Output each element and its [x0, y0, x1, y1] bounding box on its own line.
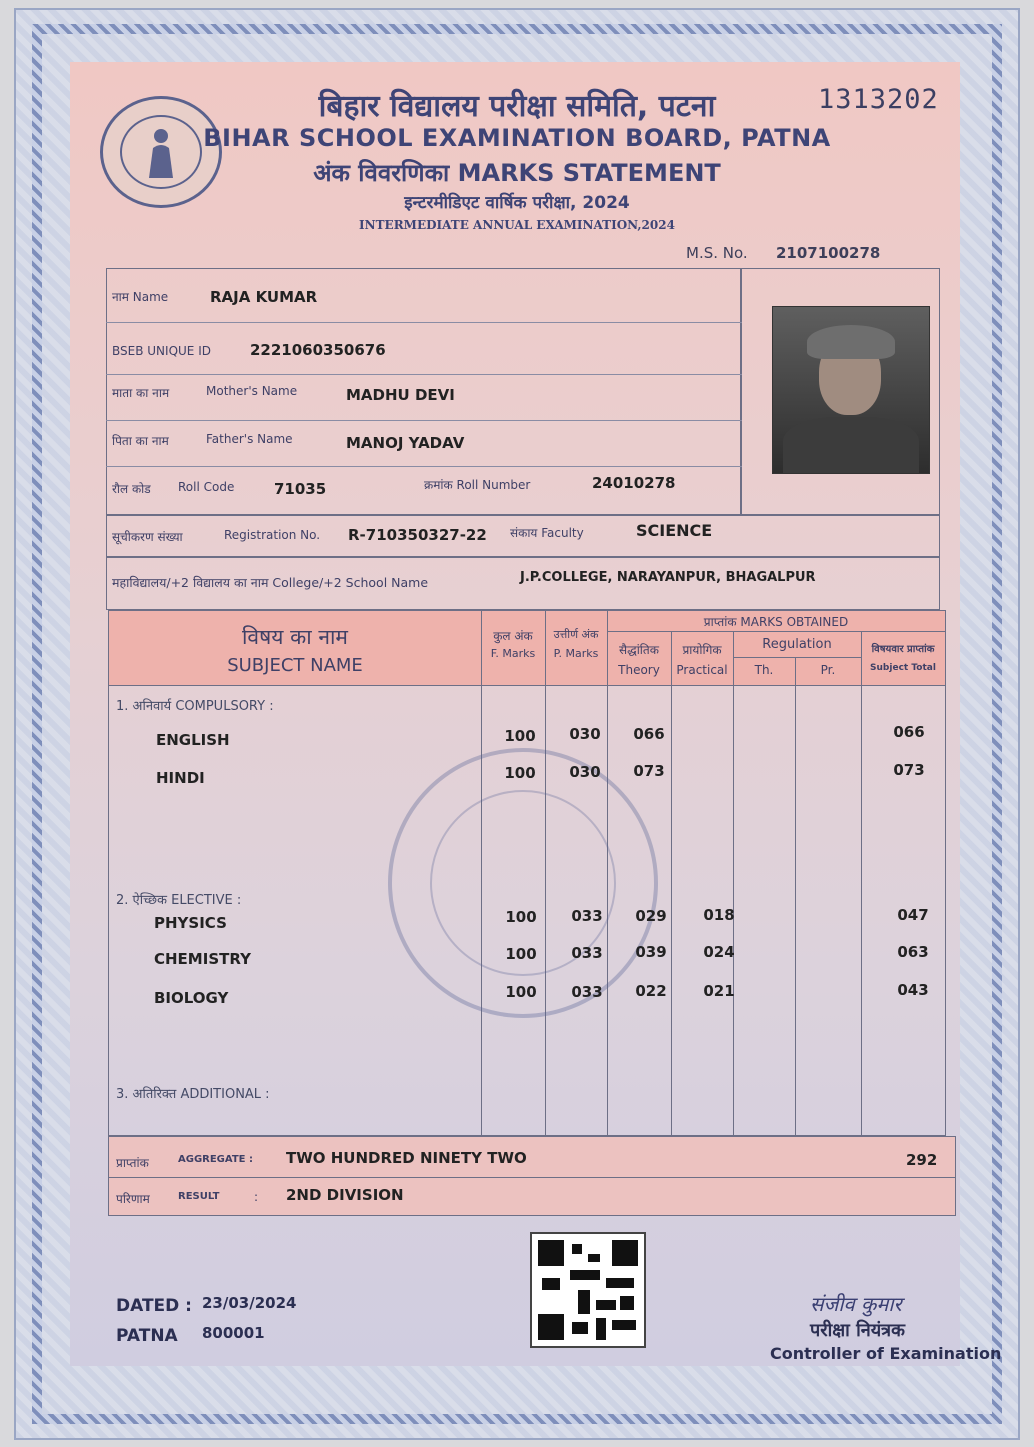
subject-total: 047: [897, 906, 929, 924]
controller-title-hindi: परीक्षा नियंत्रक: [810, 1320, 905, 1341]
subject-total: 066: [893, 723, 925, 741]
student-name: RAJA KUMAR: [210, 288, 318, 306]
subject-header-hindi: विषय का नाम: [241, 625, 348, 649]
roll-code-label: Roll Code: [178, 480, 235, 494]
regulation-theory-header: Th.: [754, 663, 774, 677]
uid-label: BSEB UNIQUE ID: [112, 344, 211, 358]
roll-number-value: 24010278: [592, 474, 676, 492]
col-divider: [671, 631, 672, 1135]
result-value: 2ND DIVISION: [286, 1186, 404, 1204]
controller-signature: संजीव कुमार: [810, 1292, 902, 1316]
full-marks: 100: [505, 983, 537, 1001]
subject-total: 043: [897, 981, 929, 999]
registration-label: Registration No.: [224, 528, 321, 542]
regulation-practical-header: Pr.: [820, 663, 836, 677]
practical-marks: 024: [703, 943, 735, 961]
result-label-hindi: परिणाम: [116, 1192, 150, 1206]
subject-total: 063: [897, 943, 929, 961]
divider: [106, 466, 742, 467]
issue-date: 23/03/2024: [202, 1294, 297, 1312]
ms-number-value: 2107100278: [776, 244, 881, 262]
photo-cap: [807, 325, 895, 359]
full-marks-header: F. Marks: [490, 647, 536, 660]
col-divider: [733, 631, 734, 1135]
ms-number-label: M.S. No.: [686, 244, 748, 262]
pass-marks: 033: [571, 983, 603, 1001]
pass-marks: 033: [571, 944, 603, 962]
full-marks: 100: [504, 764, 536, 782]
subject-name: BIOLOGY: [154, 989, 229, 1007]
subject-name: CHEMISTRY: [154, 950, 251, 968]
full-marks: 100: [505, 945, 537, 963]
divider: [106, 420, 742, 421]
aggregate-words: TWO HUNDRED NINETY TWO: [286, 1149, 527, 1167]
marks-obtained-header: प्राप्तांक MARKS OBTAINED: [703, 615, 849, 629]
theory-marks: 029: [635, 907, 667, 925]
pass-marks-header: P. Marks: [553, 647, 599, 660]
practical-marks: 018: [703, 906, 735, 924]
regulation-divider: [733, 657, 861, 658]
college-label: महाविद्यालय/+2 विद्यालय का नाम College/+2 School Name: [112, 575, 429, 590]
full-marks: 100: [505, 908, 537, 926]
pass-marks: 030: [569, 763, 601, 781]
full-marks: 100: [504, 727, 536, 745]
exam-title-hindi: इन्टरमीडिएट वार्षिक परीक्षा, 2024: [404, 193, 630, 213]
mother-label: Mother's Name: [206, 384, 298, 398]
name-label: नाम Name: [112, 290, 169, 304]
section-additional: 3. अतिरिक्त ADDITIONAL :: [116, 1087, 270, 1102]
col-divider: [795, 657, 796, 1135]
header-divider: [109, 685, 945, 686]
theory-header-hindi: सैद्धांतिक: [619, 643, 659, 657]
practical-header: Practical: [676, 663, 728, 677]
mother-name: MADHU DEVI: [346, 386, 455, 404]
faculty-label: संकाय Faculty: [510, 526, 584, 540]
roll-number-label: क्रमांक Roll Number: [424, 478, 531, 492]
regulation-header: Regulation: [762, 637, 832, 652]
divider: [106, 374, 742, 375]
theory-header: Theory: [618, 663, 660, 677]
aggregate-value: 292: [906, 1151, 938, 1169]
col-divider: [861, 631, 862, 1135]
student-photo: [772, 306, 930, 474]
exam-title-english: INTERMEDIATE ANNUAL EXAMINATION,2024: [359, 218, 675, 232]
uid-value: 2221060350676: [250, 341, 386, 359]
practical-header-hindi: प्रायोगिक: [682, 643, 722, 657]
subject-total-header: Subject Total: [870, 663, 936, 673]
roll-code-label-hindi: रौल कोड: [112, 482, 151, 496]
pin-code: 800001: [202, 1324, 265, 1342]
roll-code-value: 71035: [274, 480, 327, 498]
section-compulsory: 1. अनिवार्य COMPULSORY :: [116, 699, 274, 714]
board-title-english: BIHAR SCHOOL EXAMINATION BOARD, PATNA: [203, 124, 831, 152]
subject-name: PHYSICS: [154, 914, 227, 932]
aggregate-result-box: [108, 1136, 956, 1216]
subject-header-english: SUBJECT NAME: [227, 655, 363, 676]
father-label: Father's Name: [206, 432, 293, 446]
result-label: RESULT: [178, 1191, 220, 1202]
qr-code-icon: [530, 1232, 646, 1348]
section-elective: 2. ऐच्छिक ELECTIVE :: [116, 893, 242, 908]
subject-total-header-hindi: विषयवार प्राप्तांक: [871, 644, 935, 655]
photo-body: [783, 417, 919, 474]
board-title-hindi: बिहार विद्यालय परीक्षा समिति, पटना: [318, 89, 716, 124]
registration-label-hindi: सूचीकरण संख्या: [112, 530, 183, 544]
divider: [109, 1177, 955, 1178]
subject-name: ENGLISH: [156, 731, 230, 749]
theory-marks: 039: [635, 943, 667, 961]
subject-name: HINDI: [156, 769, 205, 787]
aggregate-label-hindi: प्राप्तांक: [116, 1156, 149, 1170]
faculty-value: SCIENCE: [636, 521, 713, 540]
statement-title-english: MARKS STATEMENT: [457, 159, 721, 187]
mother-label-hindi: माता का नाम: [112, 386, 170, 400]
father-label-hindi: पिता का नाम: [112, 434, 169, 448]
father-name: MANOJ YADAV: [346, 434, 465, 452]
serial-number: 1313202: [818, 84, 939, 115]
controller-title-english: Controller of Examination: [770, 1344, 1002, 1363]
obtained-divider: [607, 631, 945, 632]
theory-marks: 073: [633, 762, 665, 780]
place-label: PATNA: [116, 1326, 178, 1346]
college-value: J.P.COLLEGE, NARAYANPUR, BHAGALPUR: [520, 570, 816, 585]
pass-marks-header-hindi: उत्तीर्ण अंक: [553, 628, 599, 641]
pass-marks: 030: [569, 725, 601, 743]
statement-title-hindi: अंक विवरणिका: [313, 159, 450, 187]
divider: [106, 322, 742, 323]
registration-value: R-710350327-22: [348, 526, 487, 544]
subject-total: 073: [893, 761, 925, 779]
result-separator: :: [254, 1190, 259, 1204]
pass-marks: 033: [571, 907, 603, 925]
dated-label: DATED :: [116, 1296, 192, 1316]
statement-title: [0, 156, 1034, 189]
theory-marks: 022: [635, 982, 667, 1000]
full-marks-header-hindi: कुल अंक: [493, 629, 533, 643]
theory-marks: 066: [633, 725, 665, 743]
practical-marks: 021: [703, 982, 735, 1000]
aggregate-label: AGGREGATE :: [178, 1154, 253, 1165]
